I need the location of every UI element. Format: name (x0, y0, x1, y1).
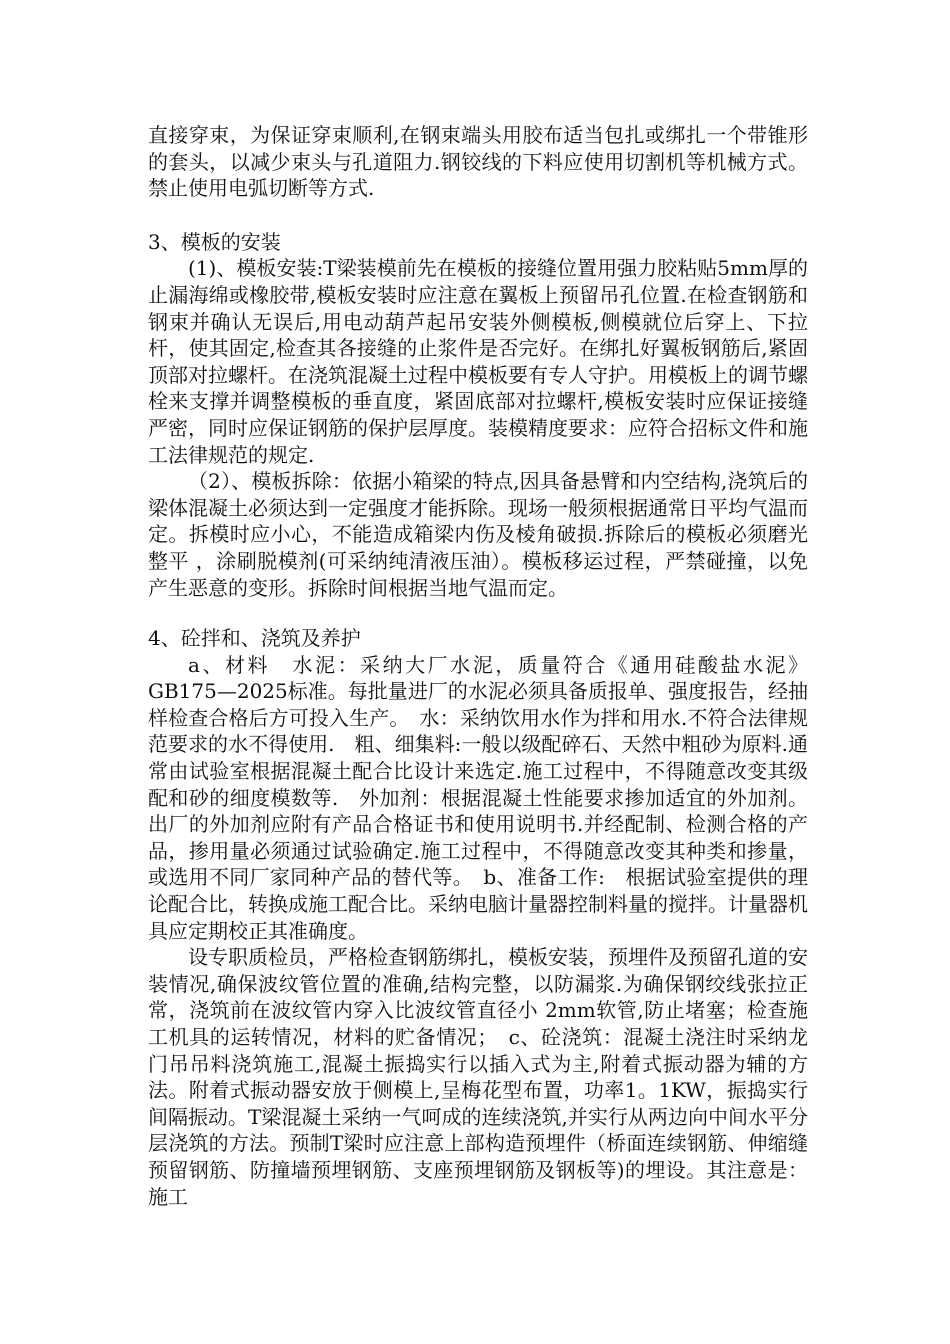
paragraph-formwork-installation: (1)、模板安装:T梁装模前先在模板的接缝位置用强力胶粘贴5mm厚的止漏海绵或橡胶带,模板安装时应注意在翼板上预留吊孔位置.在检查钢筋和钢束并确认无误后,用电动葫芦起吊安装外侧模板,侧模就位后穿上、下拉杆，使其固定,检查其各接缝的止浆件是否完好。在绑扎好翼板钢筋后,紧固顶部对拉螺杆。在浇筑混凝土过程中模板要有专人守护。用模板上的调节螺栓来支撑并调整模板的垂直度，紧固底部对拉螺杆,模板安装时应保证接缝严密，同时应保证钢筋的保护层厚度。装模精度要求：应符合招标文件和施工法律规范的规定. (148, 256, 808, 467)
section-heading-concrete: 4、砼拌和、浇筑及养护 (148, 626, 361, 651)
section-heading-formwork: 3、模板的安装 (148, 229, 281, 254)
paragraph-materials: a、材料 水泥：采纳大厂水泥，质量符合《通用硅酸盐水泥》GB175—2025标准。每批量进厂的水泥必须具备质报单、强度报告，经抽样检查合格后方可投入生产。 水：采纳饮用水作为拌和用水.不符合法律规范要求的水不得使用. 粗、细集料:一般以级配碎石、天然中粗砂为原料.通常由试验室根据混凝土配合比设计来选定.施工过程中，不得随意改变其级配和砂的细度模数等. 外加剂：根据混凝土性能要求掺加适宜的外加剂。出厂的外加剂应附有产品合格证书和使用说明书.并经配制、检测合格的产品，掺用量必须通过试验确定.施工过程中，不得随意改变其种类和掺量，或选用不同厂家同种产品的替代等。 b、准备工作: 根据试验室提供的理论配合比，转换成施工配合比。采纳电脑计量器控制料量的搅拌。计量器机具应定期校正其准确度。 (148, 652, 808, 943)
paragraph-quality-inspection: 设专职质检员，严格检查钢筋绑扎，模板安装，预埋件及预留孔道的安装情况,确保波纹管位置的准确,结构完整，以防漏浆.为确保钢绞线张拉正常，浇筑前在波纹管内穿入比波纹管直径小 2mm软管,防止堵塞；检查施工机具的运转情况，材料的贮备情况； c、砼浇筑：混凝土浇注时采纳龙门吊吊料浇筑施工,混凝土振捣实行以插入式为主,附着式振动器为辅的方法。附着式振动器安放于侧模上,呈梅花型布置，功率1。1KW，振捣实行间隔振动。T梁混凝土采纳一气呵成的连续浇筑,并实行从两边向中间水平分层浇筑的方法。预制T梁时应注意上部构造预埋件（桥面连续钢筋、伸缩缝预留钢筋、防撞墙预埋钢筋、支座预埋钢筋及钢板等)的埋设。其注意是：施工 (148, 945, 808, 1209)
paragraph-formwork-removal: （2）、模板拆除：依据小箱梁的特点,因具备悬臂和内空结构,浇筑后的梁体混凝土必须达到一定强度才能拆除。现场一般须根据通常日平均气温而定。拆模时应小心，不能造成箱梁内伤及棱角破损.拆除后的模板必须磨光整平 ，涂刷脱模剂(可采纳纯清液压油）。模板移运过程，严禁碰撞，以免产生恶意的变形。拆除时间根据当地气温而定。 (148, 469, 808, 600)
paragraph-strand-threading: 直接穿束，为保证穿束顺利,在钢束端头用胶布适当包扎或绑扎一个带锥形的套头，以减少束头与孔道阻力.钢铰线的下料应使用切割机等机械方式。禁止使用电弧切断等方式. (148, 123, 808, 201)
spacer (148, 601, 808, 625)
document-page (148, 122, 808, 1210)
spacer (148, 202, 808, 229)
